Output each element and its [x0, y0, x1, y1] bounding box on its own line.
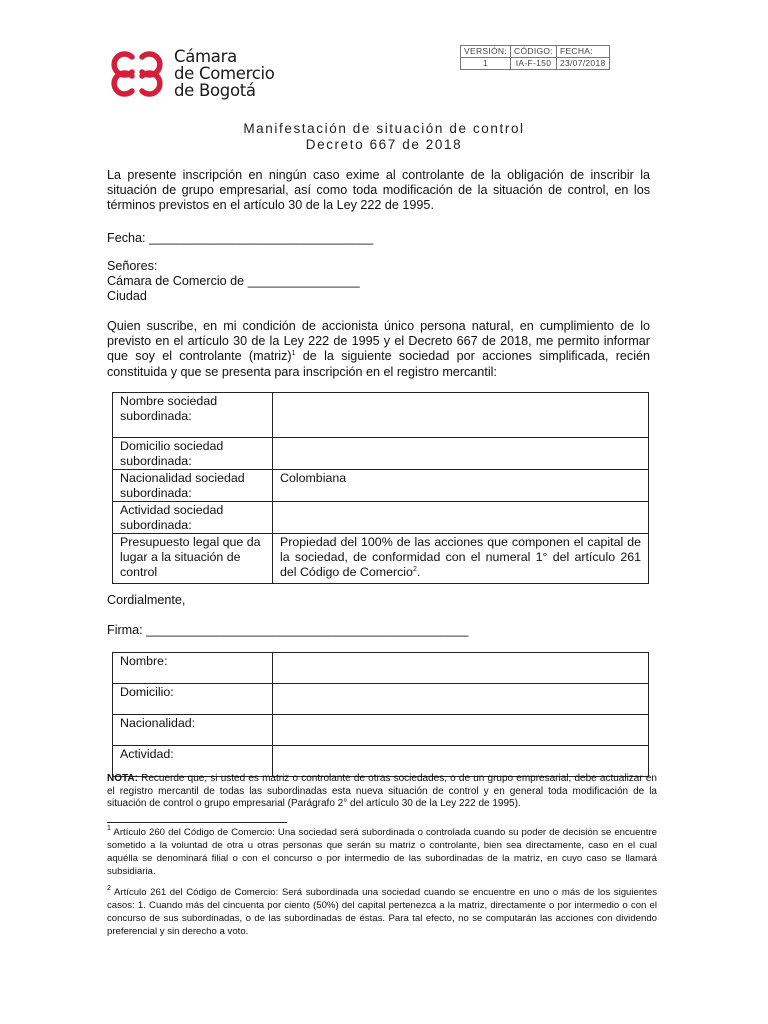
society-activity-label: Actividad sociedad subordinada: [113, 502, 273, 534]
note-text: Recuerde que, si usted es matriz o controlante de otras sociedades, o de un grupo empresarial, debe actualizar en el registro mercantil de todas las subordinadas esta nueva situación de control y en general toda modificación de la situación de control o grupo empresarial (Parágrafo 2° del artículo 30 de la Ley 222 de 1995). [107, 773, 657, 810]
note-label: NOTA: [107, 773, 138, 784]
document-title: Manifestación de situación de control [243, 121, 525, 136]
code-value: IA-F-150 [511, 58, 557, 70]
legal-basis-end: . [416, 565, 421, 579]
table-row [113, 746, 649, 777]
date-label: FECHA: [556, 46, 609, 58]
signer-activity-field[interactable] [273, 746, 649, 777]
declaration-text-end: de la siguiente sociedad por acciones simplificada, recién constituida y que se presenta para inscripción en el registro mercantil: [107, 349, 651, 379]
signer-nationality-label: Nacionalidad: [113, 715, 273, 746]
table-row [113, 393, 649, 438]
footnote-ref-1: 1 [291, 350, 296, 358]
footnote-ref-2: 2 [412, 566, 417, 573]
signer-domicile-field[interactable] [273, 684, 649, 715]
footnote-1 [107, 826, 657, 878]
note-paragraph [107, 773, 657, 811]
address-salutation: Señores: [107, 259, 158, 273]
table-row [113, 715, 649, 746]
subordinate-society-table [112, 392, 649, 584]
legal-basis-label: Presupuesto legal que da lugar a la situación de control [113, 534, 273, 584]
declaration-paragraph [107, 319, 650, 380]
society-nationality-field[interactable]: Colombiana [273, 470, 649, 502]
document-meta-table [460, 45, 610, 70]
address-city: Ciudad [107, 289, 147, 303]
signer-info-table [112, 652, 649, 777]
footnote-2 [107, 886, 657, 938]
footnote-2-number: 2 [107, 885, 111, 892]
signer-name-field[interactable] [273, 653, 649, 684]
table-row [113, 684, 649, 715]
signer-activity-label: Actividad: [113, 746, 273, 777]
closing-text: Cordialmente, [107, 593, 186, 607]
legal-basis-field [273, 534, 649, 584]
society-nationality-label: Nacionalidad sociedad subordinada: [113, 470, 273, 502]
document-subtitle: Decreto 667 de 2018 [305, 137, 463, 152]
code-label: CÓDIGO: [511, 46, 557, 58]
chamber-logo-icon [108, 48, 166, 100]
logo-line-2: de Comercio [174, 64, 275, 83]
chamber-logo-text [174, 48, 275, 99]
footnote-1-text: Artículo 260 del Código de Comercio: Una sociedad será subordinada o controlada cuando su poder de decisión se encuentre sometido a la voluntad de otra u otras personas que serán su matriz o controlante, bien sea directamente, caso en el cual aquélla se denominará filial o con el concurso o por intermedio de las subordinadas de la matriz, en cuyo caso se llamará subsidiaria. [107, 827, 657, 877]
fecha-field[interactable]: Fecha: ________________________________ [107, 231, 374, 245]
signer-name-label: Nombre: [113, 653, 273, 684]
signer-domicile-label: Domicilio: [113, 684, 273, 715]
table-row [113, 534, 649, 584]
version-label: VERSIÓN: [461, 46, 511, 58]
date-value: 23/07/2018 [556, 58, 609, 70]
address-chamber[interactable]: Cámara de Comercio de ________________ [107, 274, 360, 288]
society-domicile-field[interactable] [273, 438, 649, 470]
society-name-field[interactable] [273, 393, 649, 438]
table-row [113, 502, 649, 534]
declaration-text: Quien suscribe, en mi condición de accionista único persona natural, en cumplimiento de lo previsto en el artículo 30 de la Ley 222 de 1995 y el Decreto 667 de 2018, me permito informar que soy el controlante (matriz) [107, 319, 650, 364]
footnote-1-number: 1 [107, 825, 111, 832]
chamber-logo [108, 48, 275, 102]
society-name-label: Nombre sociedad subordinada: [113, 393, 273, 438]
intro-paragraph: La presente inscripción en ningún caso exime al controlante de la obligación de inscribir la situación de grupo empresarial, así como toda modificación de la situación de control, en los términos previstos en el artículo 30 de la Ley 222 de 1995. [107, 168, 650, 213]
signer-nationality-field[interactable] [273, 715, 649, 746]
legal-basis-text: Propiedad del 100% de las acciones que componen el capital de la sociedad, de conformidad con el numeral 1° del artículo 261 del Código de Comercio [280, 535, 641, 579]
signature-field[interactable]: Firma: ______________________________________________ [107, 623, 469, 637]
table-row [113, 470, 649, 502]
table-row [113, 653, 649, 684]
logo-line-3: de Bogotá [174, 81, 256, 100]
society-activity-field[interactable] [273, 502, 649, 534]
version-value: 1 [461, 58, 511, 70]
footnote-2-text: Artículo 261 del Código de Comercio: Será subordinada una sociedad cuando se encuentre en uno o más de los siguientes casos: 1. Cuando más del cincuenta por ciento (50%) del capital pertenezca a la matriz, directamente o por intermedio o con el concurso de sus subordinadas, o de las subordinadas de éstas. Para tal efecto, no se computarán las acciones con dividendo preferencial y sin derecho a voto. [107, 887, 657, 937]
society-domicile-label: Domicilio sociedad subordinada: [113, 438, 273, 470]
table-row [113, 438, 649, 470]
footnote-divider [107, 822, 287, 823]
logo-line-1: Cámara [174, 47, 237, 66]
